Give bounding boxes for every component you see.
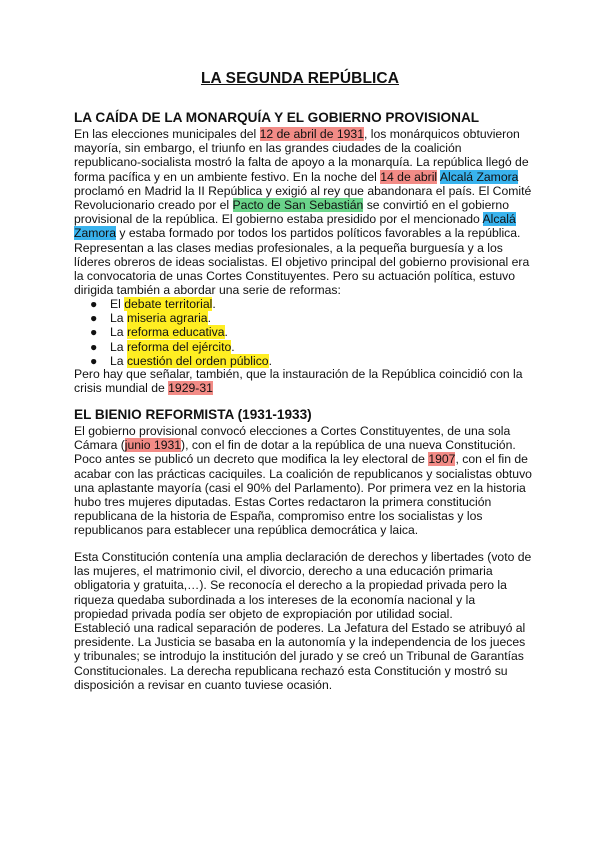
text-line: dirigida también a abordar una serie de reformas: [74, 283, 341, 298]
bullet-icon: ● [90, 353, 98, 368]
highlight-reform: reforma educativa [126, 325, 225, 340]
bullet-icon: ● [90, 311, 98, 326]
text-line: una aplastante mayoría (casi el 90% del Parlamento). Por primera vez en la historia [74, 480, 526, 495]
highlight-date: junio 1931 [124, 438, 182, 453]
text-line: En las elecciones municipales del 12 de abril de 1931, los monárquicos obtuvieron [74, 127, 520, 141]
reform-list [90, 297, 272, 368]
text-line: Constitucionales. La derecha republicana rechazó esta Constitución y mostró su [74, 663, 508, 678]
text-line: Pero hay que señalar, también, que la instauración de la República coincidió con la [74, 367, 523, 381]
list-item: ● La cuestión del orden público. [90, 353, 272, 368]
text-line: republicanos para establecer una república democrática y laica. [74, 523, 419, 538]
highlight-reform: miseria agraria [126, 311, 208, 326]
highlight-date: 12 de abril de 1931 [259, 127, 364, 141]
highlight-date: 1929-31 [168, 381, 213, 396]
list-item: ● El debate territorial. [90, 297, 216, 311]
text-line: presidente. La Justicia se basaba en la autonomía y la independencia de los jueces [74, 635, 526, 650]
text-line: Poco antes se publicó un decreto que modifica la ley electoral de 1907, con el fin de [74, 452, 528, 467]
text-line: las mujeres, el matrimonio civil, el divorcio, derecho a una educación primaria [74, 564, 493, 579]
section2-paragraph2 [74, 550, 534, 692]
highlight-date: 14 de abril [380, 169, 438, 184]
text-line: obligatoria y gratuita,…). Se reconocía el derecho a la propiedad privada pero la [74, 578, 507, 593]
text-line: y tribunales; se introdujo la institución del jurado y se creó un Tribunal de Garantías [74, 649, 524, 664]
section1-closing [74, 367, 534, 395]
text-line: crisis mundial de 1929-31 [74, 381, 213, 396]
section1-paragraph [74, 127, 534, 297]
text-line: forma pacífica y en un ambiente festivo. En la noche del 14 de abril Alcalá Zamora [74, 169, 519, 184]
text-line: Revolucionario creado por el Pacto de San Sebastián se convirtió en el gobierno [74, 197, 509, 212]
bullet-icon: ● [90, 297, 98, 311]
section-heading-caida: LA CAÍDA DE LA MONARQUÍA Y EL GOBIERNO PROVISIONAL [74, 110, 480, 125]
text-line: proclamó en Madrid la II República y exigió al rey que abandonara el país. El Comité [74, 183, 532, 198]
text-line: republicano-socialista mostró la falta de apoyo a la monarquía. La república llegó de [74, 155, 529, 170]
highlight-person: Alcalá Zamora [439, 169, 519, 184]
list-item: ● La reforma educativa. [90, 325, 228, 340]
text-line: provisional de la república. El gobierno estaba presidido por el mencionado Alcalá [74, 212, 516, 227]
text-line: propiedad privada podía ser objeto de expropiación por utilidad social. [74, 606, 453, 621]
highlight-reform: reforma del ejército [126, 339, 232, 354]
list-item: ● La miseria agraria. [90, 311, 211, 326]
bullet-icon: ● [90, 339, 98, 354]
highlight-reform: cuestión del orden público [126, 353, 269, 368]
text-line: mayoría, sin embargo, el triunfo en las grandes ciudades de la coalición [74, 141, 462, 156]
text-line: El gobierno provisional convocó elecciones a Cortes Constituyentes, de una sola [74, 424, 511, 438]
text-line: disposición a revisar en cuanto tuviese ocasión. [74, 677, 333, 692]
bullet-icon: ● [90, 325, 98, 340]
page-title: LA SEGUNDA REPÚBLICA [200, 70, 400, 87]
section-heading-bienio: EL BIENIO REFORMISTA (1931-1933) [74, 407, 312, 422]
text-line: líderes obreros de ideas socialistas. El objetivo principal del gobierno provisional era [74, 254, 530, 269]
text-line: Zamora y estaba formado por todos los partidos políticos favorables a la república. [74, 226, 521, 241]
text-line: la convocatoria de unas Cortes Constituyentes. Pero su actuación política, estuvo [74, 268, 516, 283]
highlight-reform: debate territorial [124, 297, 213, 311]
text-line: riqueza quedaba subordinada a los intereses de la economía nacional y la [74, 592, 476, 607]
highlight-person: Alcalá [482, 212, 516, 227]
highlight-date: 1907 [428, 452, 456, 467]
text-line: Cámara (junio 1931), con el fin de dotar a la república de una nueva Constitución. [74, 438, 516, 453]
text-line: Estableció una radical separación de poderes. La Jefatura del Estado se atribuyó al [74, 620, 526, 635]
text-line: Representan a las clases medias profesionales, a la pequeña burguesía y a los [74, 240, 503, 255]
text-line: hubo tres mujeres diputadas. Estas Cortes redactaron la primera constitución [74, 494, 492, 509]
list-item: ● La reforma del ejército. [90, 339, 235, 354]
highlight-pact: Pacto de San Sebastián [232, 197, 364, 212]
text-line: acabar con las prácticas caciquiles. La coalición de republicanos y socialistas obtuvo [74, 466, 532, 481]
section2-paragraph1 [74, 424, 534, 538]
text-line: republicana de la historia de España, compromiso entre los socialistas y los [74, 509, 483, 524]
text-line: Esta Constitución contenía una amplia declaración de derechos y libertades (voto de [74, 550, 532, 564]
highlight-person: Zamora [74, 226, 116, 241]
